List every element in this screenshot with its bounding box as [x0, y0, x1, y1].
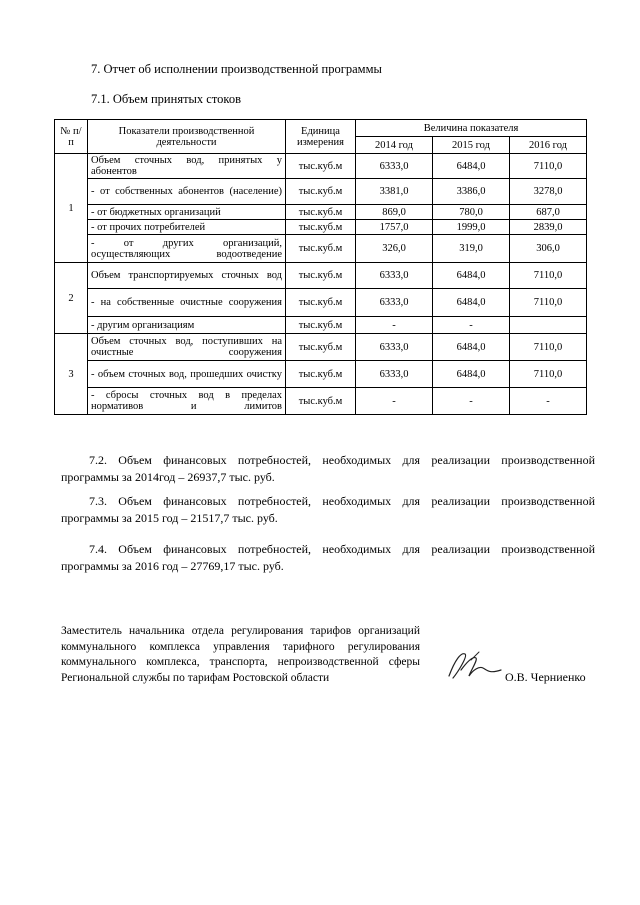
- row-unit: тыс.куб.м: [286, 289, 356, 317]
- wastewater-volume-table: [54, 119, 587, 415]
- table-row: [55, 317, 587, 334]
- table-row: [55, 179, 587, 205]
- row-indicator: - от собственных абонентов (население): [88, 179, 286, 205]
- table-row: [55, 235, 587, 263]
- row-unit: тыс.куб.м: [286, 388, 356, 415]
- cell-2014: 3381,0: [356, 179, 433, 205]
- row-unit: тыс.куб.м: [286, 361, 356, 388]
- handwritten-signature: [443, 646, 505, 686]
- cell-2015: 319,0: [433, 235, 510, 263]
- row-indicator: Объем сточных вод, принятых у абонентов: [88, 154, 286, 179]
- signatory-position: Заместитель начальника отдела регулирования тарифов организаций коммунального комплекса управления тарифного регулирования коммунального комплекса, транспорта, непроизводственной сферы Региональной службы по тарифам Ростовской области: [61, 625, 420, 684]
- cell-2016: 7110,0: [510, 154, 587, 179]
- table-row: [55, 334, 587, 361]
- header-year-2016: 2016 год: [510, 137, 587, 154]
- cell-2015: 6484,0: [433, 289, 510, 317]
- header-value-group: Величина показателя: [356, 120, 587, 137]
- cell-2015: 3386,0: [433, 179, 510, 205]
- table-row: [55, 263, 587, 289]
- header-num: № п/п: [55, 120, 88, 154]
- header-year-2014: 2014 год: [356, 137, 433, 154]
- row-indicator: Объем сточных вод, поступивших на очистные сооружения: [88, 334, 286, 361]
- cell-2016: 3278,0: [510, 179, 587, 205]
- row-indicator: - на собственные очистные сооружения: [88, 289, 286, 317]
- header-unit: Единица измерения: [286, 120, 356, 154]
- cell-2016: [510, 317, 587, 334]
- row-unit: тыс.куб.м: [286, 235, 356, 263]
- table-row: [55, 388, 587, 415]
- header-year-2015: 2015 год: [433, 137, 510, 154]
- cell-2015: 6484,0: [433, 263, 510, 289]
- row-indicator: - сбросы сточных вод в пределах нормативов и лимитов: [88, 388, 286, 415]
- cell-2016: 7110,0: [510, 334, 587, 361]
- signatory-name: О.В. Черниенко: [505, 670, 586, 684]
- subsection-title: 7.1. Объем принятых стоков: [91, 92, 241, 106]
- row-indicator: - от других организаций, осуществляющих водоотведение: [88, 235, 286, 263]
- row-unit: тыс.куб.м: [286, 334, 356, 361]
- cell-2015: 6484,0: [433, 361, 510, 388]
- cell-2014: -: [356, 388, 433, 415]
- cell-2014: 869,0: [356, 205, 433, 220]
- cell-2015: 780,0: [433, 205, 510, 220]
- table-row: [55, 220, 587, 235]
- cell-2016: 7110,0: [510, 289, 587, 317]
- row-indicator: - другим организациям: [88, 317, 286, 334]
- financial-needs-2015: 7.3. Объем финансовых потребностей, необходимых для реализации производственной программы за 2015 год – 21517,7 тыс. руб.: [61, 494, 595, 525]
- row-indicator: - объем сточных вод, прошедших очистку: [88, 361, 286, 388]
- table-row: [55, 154, 587, 179]
- cell-2015: 6484,0: [433, 334, 510, 361]
- cell-2015: -: [433, 388, 510, 415]
- cell-2016: 7110,0: [510, 361, 587, 388]
- cell-2016: 2839,0: [510, 220, 587, 235]
- cell-2014: 6333,0: [356, 361, 433, 388]
- row-num: 2: [55, 263, 88, 334]
- cell-2016: 687,0: [510, 205, 587, 220]
- row-unit: тыс.куб.м: [286, 154, 356, 179]
- cell-2015: -: [433, 317, 510, 334]
- row-num: 3: [55, 334, 88, 415]
- cell-2015: 6484,0: [433, 154, 510, 179]
- table-row: [55, 205, 587, 220]
- cell-2014: 6333,0: [356, 334, 433, 361]
- cell-2014: 326,0: [356, 235, 433, 263]
- cell-2014: 6333,0: [356, 154, 433, 179]
- table-row: [55, 289, 587, 317]
- row-unit: тыс.куб.м: [286, 205, 356, 220]
- row-indicator: - от бюджетных организаций: [88, 205, 286, 220]
- cell-2016: -: [510, 388, 587, 415]
- cell-2016: 306,0: [510, 235, 587, 263]
- table-row: [55, 361, 587, 388]
- financial-needs-2016: 7.4. Объем финансовых потребностей, необходимых для реализации производственной программы за 2016 год – 27769,17 тыс. руб.: [61, 542, 595, 573]
- row-unit: тыс.куб.м: [286, 263, 356, 289]
- cell-2015: 1999,0: [433, 220, 510, 235]
- row-unit: тыс.куб.м: [286, 317, 356, 334]
- row-indicator: - от прочих потребителей: [88, 220, 286, 235]
- section-title: 7. Отчет об исполнении производственной программы: [91, 62, 382, 76]
- header-indicator: Показатели производственной деятельности: [88, 120, 286, 154]
- cell-2014: 6333,0: [356, 263, 433, 289]
- row-unit: тыс.куб.м: [286, 179, 356, 205]
- cell-2014: 6333,0: [356, 289, 433, 317]
- cell-2016: 7110,0: [510, 263, 587, 289]
- cell-2014: 1757,0: [356, 220, 433, 235]
- row-unit: тыс.куб.м: [286, 220, 356, 235]
- row-indicator: Объем транспортируемых сточных вод: [88, 263, 286, 289]
- row-num: 1: [55, 154, 88, 263]
- financial-needs-2014: 7.2. Объем финансовых потребностей, необходимых для реализации производственной программы за 2014год – 26937,7 тыс. руб.: [61, 453, 595, 484]
- cell-2014: -: [356, 317, 433, 334]
